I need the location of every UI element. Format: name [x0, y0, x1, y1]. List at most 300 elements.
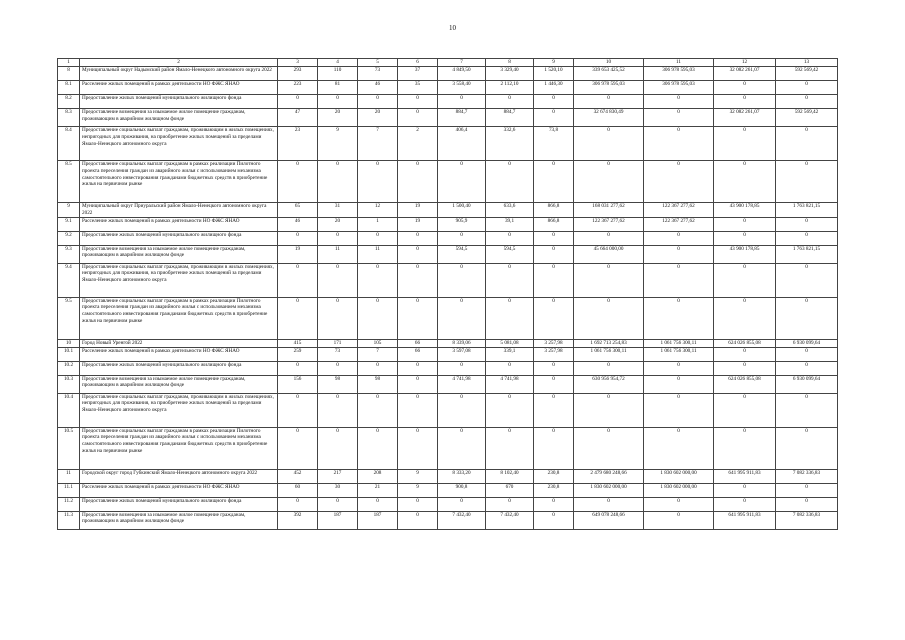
description-cell: Предоставление социальных выплат гражданам в рамках реализации Пилотного проекта переселения граждан из аварийного жилья с использованием механизма самостоятельного инвестирования гражданами бюджетных средств в приобретение жилья на первичном рынке: [80, 297, 278, 339]
value-cell: 0: [714, 263, 776, 297]
value-cell: 1: [358, 217, 398, 231]
value-cell: 12: [358, 203, 398, 218]
value-cell: 406,4: [438, 127, 486, 161]
value-cell: 35: [398, 81, 438, 95]
description-cell: Предоставление жилых помещений муниципального жилищного фонда: [80, 231, 278, 245]
value-cell: 0: [534, 245, 574, 263]
table-row: [58, 245, 838, 263]
value-cell: 3 558,40: [438, 81, 486, 95]
value-cell: 0: [486, 263, 534, 297]
row-number-cell: 8: [58, 67, 80, 81]
value-cell: 0: [534, 375, 574, 393]
value-cell: 31: [318, 203, 358, 218]
value-cell: 0: [534, 109, 574, 127]
value-cell: 866,8: [534, 203, 574, 218]
value-cell: 670: [486, 483, 534, 497]
value-cell: 0: [438, 263, 486, 297]
value-cell: 592 569,42: [776, 109, 838, 127]
table-row: [58, 217, 838, 231]
value-cell: 0: [398, 95, 438, 109]
value-cell: 73: [318, 347, 358, 361]
value-cell: 0: [486, 393, 534, 427]
value-cell: 2 479 680 248,66: [574, 469, 644, 483]
table-row: [58, 483, 838, 497]
value-cell: 20: [318, 217, 358, 231]
value-cell: 0: [278, 231, 318, 245]
value-cell: 1 830 602 000,00: [574, 483, 644, 497]
value-cell: 293: [278, 67, 318, 81]
value-cell: 0: [644, 511, 714, 529]
value-cell: 0: [644, 375, 714, 393]
value-cell: 0: [278, 95, 318, 109]
value-cell: 0: [776, 497, 838, 511]
value-cell: 306 978 595,03: [574, 81, 644, 95]
row-number-cell: 11.3: [58, 511, 80, 529]
value-cell: 21: [358, 483, 398, 497]
value-cell: 230,8: [534, 469, 574, 483]
value-cell: 19: [398, 203, 438, 218]
value-cell: 339,1: [486, 347, 534, 361]
value-cell: 624 026 855,08: [714, 339, 776, 347]
value-cell: 0: [534, 497, 574, 511]
value-cell: 1 446,30: [534, 81, 574, 95]
table-row: [58, 297, 838, 339]
value-cell: 900,8: [438, 483, 486, 497]
value-cell: 19: [398, 217, 438, 231]
value-cell: 1 830 602 000,00: [644, 483, 714, 497]
table-row: [58, 427, 838, 469]
data-table: [57, 58, 838, 530]
value-cell: 0: [574, 497, 644, 511]
table-row: [58, 511, 838, 529]
value-cell: 641 995 911,83: [714, 511, 776, 529]
value-cell: 3 597,08: [438, 347, 486, 361]
value-cell: 0: [358, 497, 398, 511]
value-cell: 0: [438, 427, 486, 469]
description-cell: Расселение жилых помещений в рамках деятельности НО ФЖС ЯНАО: [80, 483, 278, 497]
value-cell: 641 995 911,83: [714, 469, 776, 483]
table-row: [58, 393, 838, 427]
value-cell: 0: [358, 161, 398, 203]
value-cell: 0: [438, 497, 486, 511]
value-cell: 306 978 595,03: [644, 67, 714, 81]
value-cell: 5 081,08: [486, 339, 534, 347]
value-cell: 43 900 178,85: [714, 203, 776, 218]
value-cell: 0: [486, 161, 534, 203]
value-cell: 0: [278, 297, 318, 339]
value-cell: 0: [398, 109, 438, 127]
value-cell: 7: [358, 127, 398, 161]
description-cell: Муниципальный округ Приуральский район Ямало-Ненецкого автономного округа 2022: [80, 203, 278, 218]
column-number-cell: 13: [776, 59, 838, 67]
value-cell: 0: [574, 393, 644, 427]
column-number-cell: 9: [534, 59, 574, 67]
row-number-cell: 9: [58, 203, 80, 218]
value-cell: 1 763 821,15: [776, 245, 838, 263]
value-cell: 0: [534, 427, 574, 469]
value-cell: 6 930 099,64: [776, 375, 838, 393]
row-number-cell: 8.3: [58, 109, 80, 127]
row-number-cell: 10.2: [58, 361, 80, 375]
row-number-cell: 8.4: [58, 127, 80, 161]
value-cell: 0: [398, 231, 438, 245]
value-cell: 230,8: [534, 483, 574, 497]
value-cell: 306 978 595,03: [644, 81, 714, 95]
value-cell: 0: [398, 511, 438, 529]
row-number-cell: 10: [58, 339, 80, 347]
value-cell: 0: [318, 263, 358, 297]
value-cell: 0: [278, 263, 318, 297]
description-cell: Предоставление социальных выплат гражданам, проживающим в жилых помещениях, непригодных для проживания, на приобретение жилых помещений за пределами Ямало-Ненецкого автономного округа: [80, 127, 278, 161]
table-row: [58, 109, 838, 127]
value-cell: 0: [278, 393, 318, 427]
value-cell: 0: [534, 393, 574, 427]
value-cell: 0: [438, 161, 486, 203]
value-cell: 187: [318, 511, 358, 529]
column-number-cell: 2: [80, 59, 278, 67]
value-cell: 0: [776, 393, 838, 427]
value-cell: 0: [776, 81, 838, 95]
value-cell: 905,9: [438, 217, 486, 231]
value-cell: 0: [644, 231, 714, 245]
value-cell: 30: [318, 483, 358, 497]
value-cell: 0: [438, 297, 486, 339]
value-cell: 0: [318, 231, 358, 245]
table-row: [58, 361, 838, 375]
value-cell: 0: [486, 427, 534, 469]
value-cell: 0: [398, 427, 438, 469]
value-cell: 884,7: [486, 109, 534, 127]
value-cell: 11: [318, 245, 358, 263]
description-cell: Предоставление возмещения за изымаемое жилое помещение гражданам, проживающим в аварийном жилищном фонде: [80, 375, 278, 393]
value-cell: 0: [278, 497, 318, 511]
description-cell: Город Новый Уренгой 2022: [80, 339, 278, 347]
table-row: [58, 161, 838, 203]
value-cell: 0: [574, 127, 644, 161]
value-cell: 0: [438, 95, 486, 109]
row-number-cell: 9.2: [58, 231, 80, 245]
value-cell: 0: [486, 361, 534, 375]
value-cell: 0: [776, 483, 838, 497]
value-cell: 20: [358, 109, 398, 127]
value-cell: 2: [398, 127, 438, 161]
value-cell: 11: [358, 245, 398, 263]
value-cell: 0: [644, 297, 714, 339]
value-cell: 43 900 178,85: [714, 245, 776, 263]
description-cell: Предоставление жилых помещений муниципального жилищного фонда: [80, 497, 278, 511]
table-row: [58, 95, 838, 109]
value-cell: 39,1: [486, 217, 534, 231]
value-cell: 32 082 261,07: [714, 109, 776, 127]
value-cell: 0: [714, 393, 776, 427]
description-cell: Предоставление социальных выплат гражданам в рамках реализации Пилотного проекта переселения граждан из аварийного жилья с использованием механизма самостоятельного инвестирования гражданами бюджетных средств в приобретение жилья на первичном рынке: [80, 427, 278, 469]
value-cell: 0: [714, 231, 776, 245]
value-cell: 66: [398, 339, 438, 347]
row-number-cell: 10.4: [58, 393, 80, 427]
value-cell: 0: [486, 95, 534, 109]
value-cell: 0: [644, 393, 714, 427]
value-cell: 4 849,50: [438, 67, 486, 81]
value-cell: 0: [398, 393, 438, 427]
value-cell: 0: [574, 231, 644, 245]
row-number-cell: 8.1: [58, 81, 80, 95]
description-cell: Предоставление социальных выплат гражданам в рамках реализации Пилотного проекта переселения граждан из аварийного жилья с использованием механизма самостоятельного инвестирования гражданами бюджетных средств в приобретение жилья на первичном рынке: [80, 161, 278, 203]
value-cell: 7 432,40: [438, 511, 486, 529]
value-cell: 1 061 756 300,11: [644, 347, 714, 361]
value-cell: 0: [714, 347, 776, 361]
value-cell: 9: [398, 469, 438, 483]
value-cell: 9: [398, 483, 438, 497]
column-number-row: [58, 59, 838, 67]
value-cell: 1 500,40: [438, 203, 486, 218]
value-cell: 0: [574, 161, 644, 203]
value-cell: 1 520,10: [534, 67, 574, 81]
value-cell: 452: [278, 469, 318, 483]
value-cell: 122 367 277,62: [644, 203, 714, 218]
value-cell: 332,6: [486, 127, 534, 161]
value-cell: 0: [398, 263, 438, 297]
value-cell: 3 329,40: [486, 67, 534, 81]
value-cell: 0: [644, 263, 714, 297]
value-cell: 0: [318, 95, 358, 109]
table-row: [58, 497, 838, 511]
value-cell: 73,8: [534, 127, 574, 161]
value-cell: 633,6: [486, 203, 534, 218]
value-cell: 23: [278, 127, 318, 161]
row-number-cell: 11.2: [58, 497, 80, 511]
description-cell: Муниципальный округ Надымский район Ямало-Ненецкого автономного округа 2022: [80, 67, 278, 81]
value-cell: 0: [534, 361, 574, 375]
row-number-cell: 11.1: [58, 483, 80, 497]
value-cell: 1 061 756 300,11: [574, 347, 644, 361]
value-cell: 0: [398, 161, 438, 203]
value-cell: 122 367 277,62: [644, 217, 714, 231]
value-cell: 0: [644, 161, 714, 203]
table-row: [58, 375, 838, 393]
value-cell: 0: [318, 161, 358, 203]
column-number-cell: 10: [574, 59, 644, 67]
value-cell: 0: [358, 393, 398, 427]
value-cell: 47: [278, 109, 318, 127]
value-cell: 81: [318, 81, 358, 95]
value-cell: 592 569,42: [776, 67, 838, 81]
value-cell: 0: [776, 161, 838, 203]
column-number-cell: 1: [58, 59, 80, 67]
value-cell: 0: [438, 393, 486, 427]
value-cell: 105: [358, 339, 398, 347]
value-cell: 110: [318, 67, 358, 81]
description-cell: Городской округ город Губкинский Ямало-Ненецкого автономного округа 2022: [80, 469, 278, 483]
value-cell: 0: [318, 361, 358, 375]
value-cell: 0: [534, 297, 574, 339]
value-cell: 32 674 830,49: [574, 109, 644, 127]
value-cell: 208: [358, 469, 398, 483]
column-number-cell: 7: [438, 59, 486, 67]
value-cell: 0: [714, 427, 776, 469]
value-cell: 0: [644, 427, 714, 469]
value-cell: 0: [534, 263, 574, 297]
value-cell: 0: [534, 95, 574, 109]
value-cell: 649 078 248,66: [574, 511, 644, 529]
table-row: [58, 347, 838, 361]
value-cell: 415: [278, 339, 318, 347]
value-cell: 1 830 602 000,00: [644, 469, 714, 483]
value-cell: 0: [776, 127, 838, 161]
description-cell: Расселение жилых помещений в рамках деятельности НО ФЖС ЯНАО: [80, 217, 278, 231]
value-cell: 0: [714, 161, 776, 203]
table-row: [58, 339, 838, 347]
value-cell: 217: [318, 469, 358, 483]
value-cell: 0: [318, 427, 358, 469]
value-cell: 0: [644, 109, 714, 127]
row-number-cell: 10.1: [58, 347, 80, 361]
value-cell: 0: [776, 361, 838, 375]
value-cell: 45 664 000,00: [574, 245, 644, 263]
table-row: [58, 81, 838, 95]
value-cell: 0: [358, 95, 398, 109]
value-cell: 0: [714, 297, 776, 339]
value-cell: 0: [438, 231, 486, 245]
value-cell: 0: [574, 297, 644, 339]
value-cell: 7 082 336,83: [776, 469, 838, 483]
value-cell: 1 061 756 300,11: [644, 339, 714, 347]
value-cell: 630 956 954,72: [574, 375, 644, 393]
value-cell: 2 112,10: [486, 81, 534, 95]
value-cell: 0: [318, 393, 358, 427]
value-cell: 156: [278, 375, 318, 393]
value-cell: 8 333,20: [438, 469, 486, 483]
value-cell: 0: [398, 297, 438, 339]
value-cell: 98: [358, 375, 398, 393]
value-cell: 223: [278, 81, 318, 95]
column-number-cell: 8: [486, 59, 534, 67]
value-cell: 9: [318, 127, 358, 161]
value-cell: 7 082 336,83: [776, 511, 838, 529]
description-cell: Расселение жилых помещений в рамках деятельности НО ФЖС ЯНАО: [80, 81, 278, 95]
value-cell: 37: [398, 67, 438, 81]
value-cell: 0: [644, 95, 714, 109]
value-cell: 0: [714, 127, 776, 161]
value-cell: 0: [398, 375, 438, 393]
value-cell: 3 257,98: [534, 347, 574, 361]
value-cell: 0: [486, 297, 534, 339]
column-number-cell: 12: [714, 59, 776, 67]
value-cell: 0: [644, 245, 714, 263]
value-cell: 866,8: [534, 217, 574, 231]
value-cell: 0: [714, 81, 776, 95]
value-cell: 0: [714, 483, 776, 497]
value-cell: 1 692 713 254,83: [574, 339, 644, 347]
value-cell: 187: [358, 511, 398, 529]
value-cell: 0: [534, 231, 574, 245]
description-cell: Предоставление возмещения за изымаемое жилое помещение гражданам, проживающим в аварийном жилищном фонде: [80, 511, 278, 529]
value-cell: 0: [358, 361, 398, 375]
value-cell: 0: [398, 497, 438, 511]
value-cell: 0: [278, 161, 318, 203]
value-cell: 0: [644, 497, 714, 511]
value-cell: 65: [278, 203, 318, 218]
value-cell: 7: [358, 347, 398, 361]
value-cell: 6 930 099,64: [776, 339, 838, 347]
table-row: [58, 67, 838, 81]
row-number-cell: 9.5: [58, 297, 80, 339]
row-number-cell: 8.2: [58, 95, 80, 109]
column-number-cell: 6: [398, 59, 438, 67]
column-number-cell: 4: [318, 59, 358, 67]
value-cell: 8 339,06: [438, 339, 486, 347]
value-cell: 1 763 821,15: [776, 203, 838, 218]
column-number-cell: 11: [644, 59, 714, 67]
value-cell: 32 082 261,07: [714, 67, 776, 81]
row-number-cell: 8.5: [58, 161, 80, 203]
row-number-cell: 9.3: [58, 245, 80, 263]
value-cell: 60: [278, 483, 318, 497]
table-row: [58, 127, 838, 161]
value-cell: 4 741,98: [438, 375, 486, 393]
value-cell: 0: [278, 427, 318, 469]
value-cell: 0: [776, 297, 838, 339]
description-cell: Предоставление возмещения за изымаемое жилое помещение гражданам, проживающим в аварийном жилищном фонде: [80, 245, 278, 263]
table-row: [58, 263, 838, 297]
row-number-cell: 9.1: [58, 217, 80, 231]
value-cell: 0: [776, 217, 838, 231]
value-cell: 0: [644, 127, 714, 161]
row-number-cell: 9.4: [58, 263, 80, 297]
value-cell: 0: [358, 263, 398, 297]
value-cell: 0: [438, 361, 486, 375]
value-cell: 0: [776, 231, 838, 245]
value-cell: 0: [574, 263, 644, 297]
value-cell: 46: [278, 217, 318, 231]
value-cell: 0: [358, 297, 398, 339]
value-cell: 20: [318, 109, 358, 127]
description-cell: Предоставление социальных выплат гражданам, проживающим в жилых помещениях, непригодных для проживания, на приобретение жилых помещений за пределами Ямало-Ненецкого автономного округа: [80, 393, 278, 427]
column-number-cell: 3: [278, 59, 318, 67]
description-cell: Предоставление возмещения за изымаемое жилое помещение гражданам, проживающим в аварийном жилищном фонде: [80, 109, 278, 127]
value-cell: 0: [534, 511, 574, 529]
value-cell: 0: [358, 427, 398, 469]
value-cell: 0: [776, 95, 838, 109]
row-number-cell: 10.5: [58, 427, 80, 469]
value-cell: 0: [358, 231, 398, 245]
description-cell: Предоставление социальных выплат гражданам, проживающим в жилых помещениях, непригодных для проживания, на приобретение жилых помещений за пределами Ямало-Ненецкого автономного округа: [80, 263, 278, 297]
value-cell: 4 741,98: [486, 375, 534, 393]
value-cell: 0: [318, 297, 358, 339]
value-cell: 7 432,40: [486, 511, 534, 529]
value-cell: 0: [574, 95, 644, 109]
value-cell: 624 026 855,08: [714, 375, 776, 393]
value-cell: 594,5: [438, 245, 486, 263]
page-number: 10: [449, 24, 456, 32]
value-cell: 392: [278, 511, 318, 529]
value-cell: 0: [486, 497, 534, 511]
description-cell: Расселение жилых помещений в рамках деятельности НО ФЖС ЯНАО: [80, 347, 278, 361]
value-cell: 0: [534, 161, 574, 203]
value-cell: 0: [714, 361, 776, 375]
value-cell: 0: [486, 231, 534, 245]
value-cell: 73: [358, 67, 398, 81]
value-cell: 0: [644, 361, 714, 375]
value-cell: 46: [358, 81, 398, 95]
value-cell: 0: [398, 245, 438, 263]
value-cell: 3 257,98: [534, 339, 574, 347]
value-cell: 0: [776, 263, 838, 297]
description-cell: Предоставление жилых помещений муниципального жилищного фонда: [80, 361, 278, 375]
description-cell: Предоставление жилых помещений муниципального жилищного фонда: [80, 95, 278, 109]
value-cell: 259: [278, 347, 318, 361]
value-cell: 594,5: [486, 245, 534, 263]
table-row: [58, 231, 838, 245]
